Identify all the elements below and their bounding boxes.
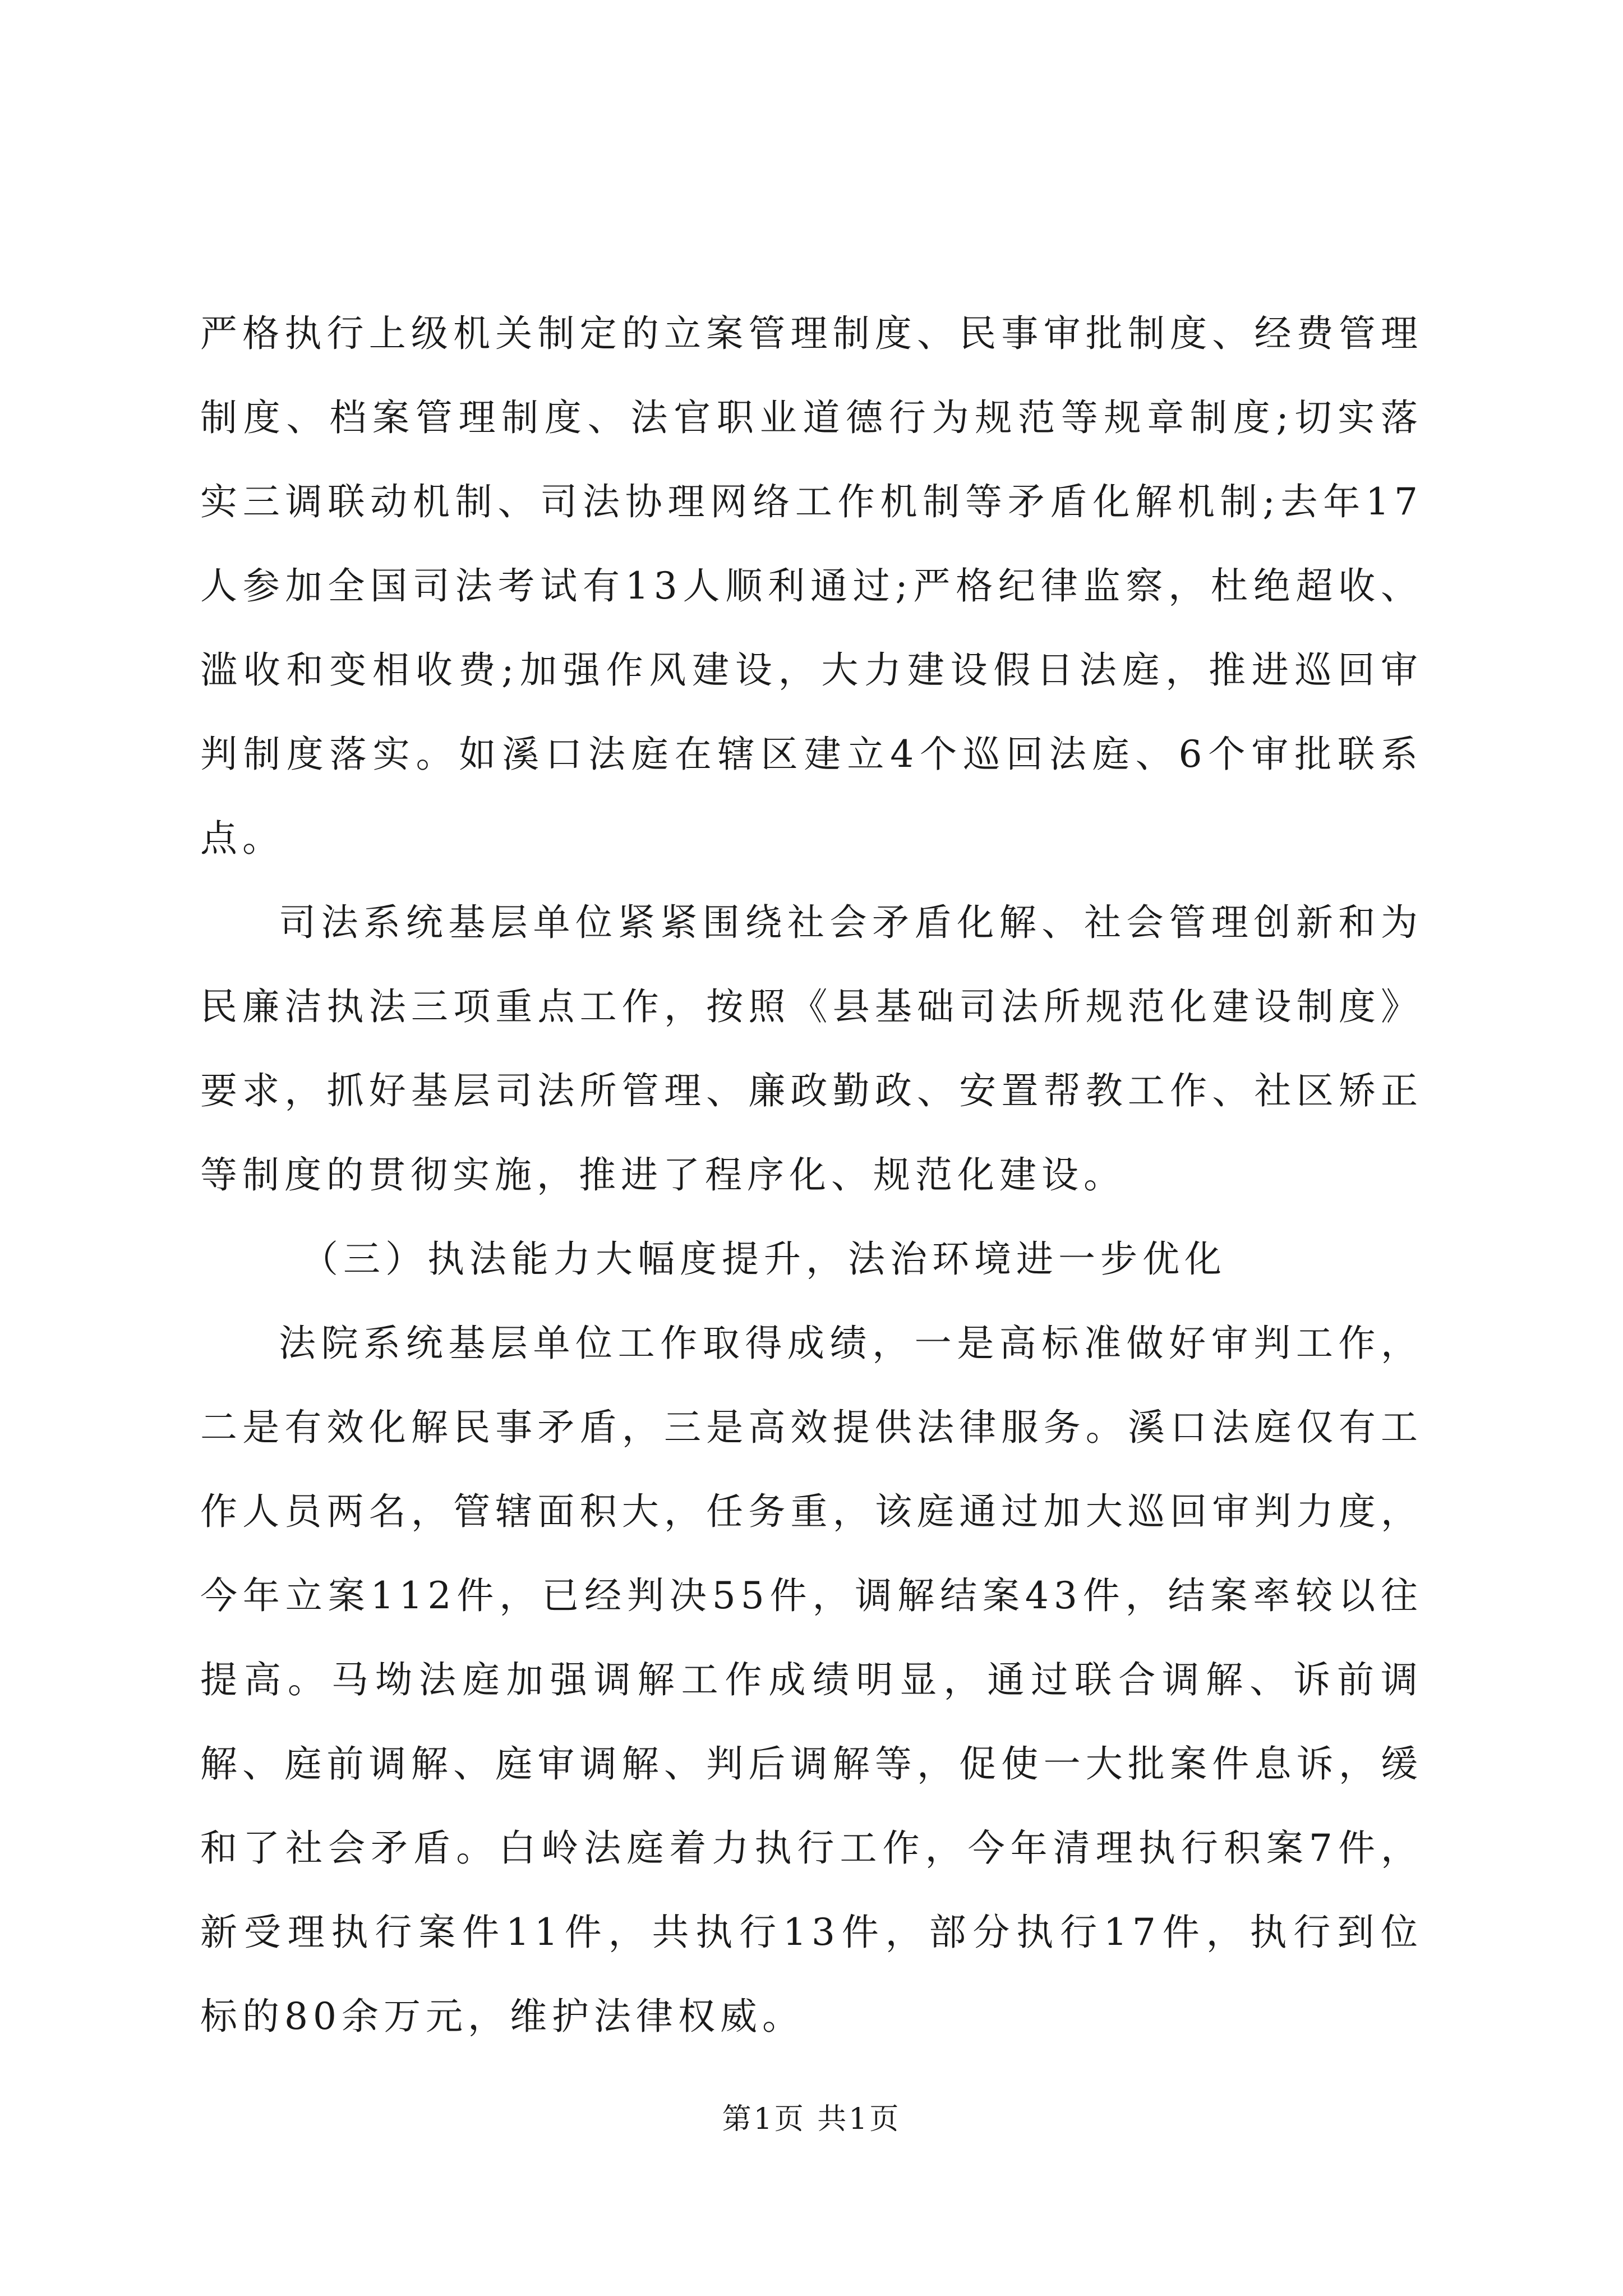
paragraph-court-system: 法院系统基层单位工作取得成绩，一是高标准做好审判工作，二是有效化解民事矛盾，三是高效提供法律服务。溪口法庭仅有工作人员两名，管辖面积大，任务重，该庭通过加大巡回审判力度，今年立案112件，已经判决55件，调解结案43件，结案率较以往提高。马坳法庭加强调解工作成绩明显，通过联合调解、诉前调解、庭前调解、庭审调解、判后调解等，促使一大批案件息诉，缓和了社会矛盾。白岭法庭着力执行工作，今年清理执行积案7件，新受理执行案件11件，共执行13件，部分执行17件，执行到位标的80余万元，维护法律权威。 bbox=[200, 1322, 1423, 2038]
paragraph-continued: 严格执行上级机关制定的立案管理制度、民事审批制度、经费管理制度、档案管理制度、法官职业道德行为规范等规章制度;切实落实三调联动机制、司法协理网络工作机制等矛盾化解机制;去年17人参加全国司法考试有13人顺利通过;严格纪律监察，杜绝超收、滥收和变相收费;加强作风建设，大力建设假日法庭，推进巡回审判制度落实。如溪口法庭在辖区建立4个巡回法庭、6个审批联系点。 bbox=[200, 312, 1423, 860]
document-body bbox=[200, 292, 1423, 2059]
page-footer: 第1页 共1页 bbox=[722, 2102, 901, 2136]
section-heading: （三）执法能力大幅度提升，法治环境进一步优化 bbox=[301, 1237, 1227, 1281]
paragraph-judicial-system: 司法系统基层单位紧紧围绕社会矛盾化解、社会管理创新和为民廉洁执法三项重点工作，按照《县基础司法所规范化建设制度》要求，抓好基层司法所管理、廉政勤政、安置帮教工作、社区矫正等制度的贯彻实施，推进了程序化、规范化建设。 bbox=[200, 901, 1423, 1197]
